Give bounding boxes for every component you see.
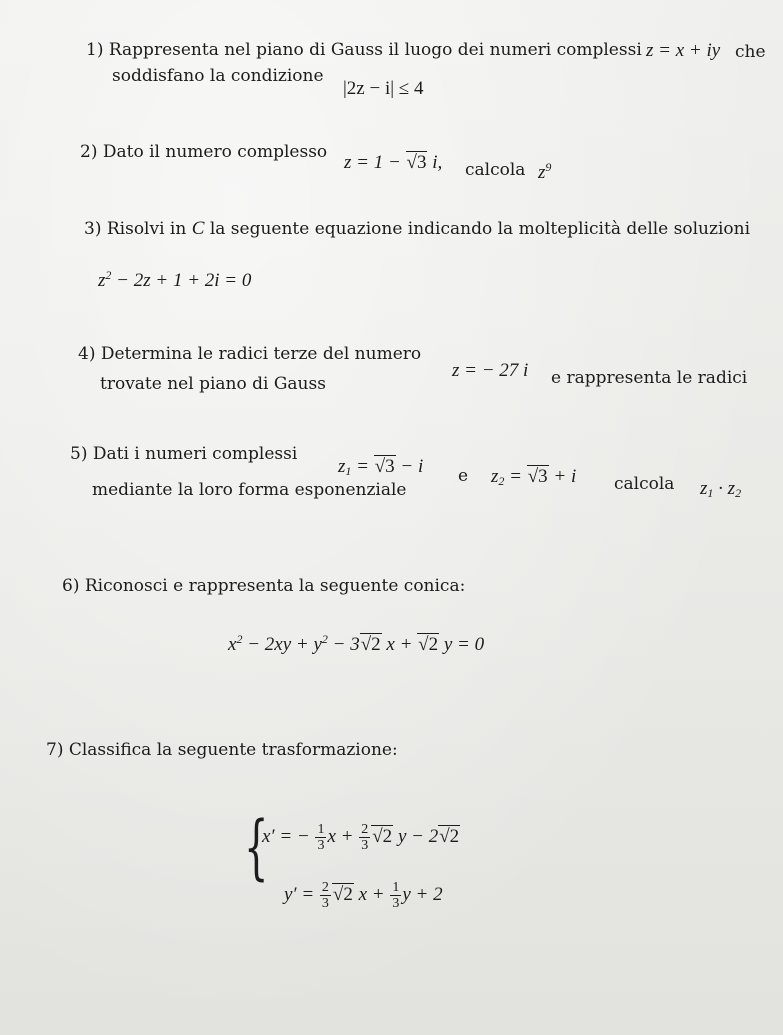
- exercise-1-text: 1) Rappresenta nel piano di Gauss il luogo dei numeri complessi: [86, 40, 642, 60]
- conic-sqrt-1-value: √2: [360, 634, 381, 655]
- row-2-fraction-2: [390, 880, 401, 911]
- z1-sqrt: [374, 456, 396, 477]
- exercise-1-line-2: soddisfano la condizione: [112, 66, 324, 86]
- power-base: z: [538, 162, 546, 183]
- row-1-f2-den: 3: [361, 838, 369, 853]
- conic-x-exp: 2: [236, 632, 243, 646]
- exercise-3-suffix: la seguente equazione indicando la molteplicità delle soluzioni: [209, 219, 751, 239]
- exercise-1-variable: z = x + iy: [646, 40, 721, 61]
- conic-term-2: x +: [381, 634, 418, 655]
- row-1-f2-num: 2: [361, 822, 369, 837]
- product-b: z: [727, 478, 736, 499]
- power-exponent: 9: [545, 160, 552, 174]
- exercise-1-line-1: [86, 40, 642, 60]
- exercise-4-line-1: 4) Determina le radici terze del numero: [78, 344, 422, 364]
- row-2-f2-num: 1: [392, 880, 400, 895]
- row-2-f1-num: 2: [321, 880, 329, 895]
- exercise-4-number: z = − 27 i: [452, 360, 529, 381]
- row-2-sqrt-1-value: √2: [332, 883, 353, 905]
- exercise-6-equation: [228, 632, 484, 656]
- exercise-4-tail: e rappresenta le radici: [551, 368, 748, 388]
- z2-sqrt: [527, 466, 549, 487]
- row-1-sqrt-2: [438, 826, 460, 847]
- conic-sqrt-2-value: √2: [418, 634, 439, 655]
- z2-eq: =: [504, 466, 527, 487]
- complex-set-symbol: C: [191, 218, 205, 239]
- eq-rest: − 2z + 1 + 2i = 0: [111, 270, 252, 291]
- number-part-a: z = 1 −: [344, 152, 406, 173]
- row-1-fraction-2: [359, 822, 370, 853]
- exercise-5-calc: calcola: [614, 474, 675, 494]
- product-a-sub: 1: [707, 486, 714, 500]
- z1-sqrt-value: √3: [374, 456, 395, 477]
- z1-sub: 1: [345, 464, 352, 478]
- exercise-2-number: [344, 152, 442, 174]
- exercise-3-equation: [98, 268, 251, 292]
- product-dot: ·: [713, 478, 728, 499]
- eq-base: z: [98, 270, 106, 291]
- exercise-6-text: 6) Riconosci e rappresenta la seguente conica:: [62, 576, 466, 596]
- row-2-sqrt-1: [332, 884, 354, 905]
- sqrt-3: [406, 152, 428, 173]
- condition-formula: |2z − i| ≤ 4: [343, 78, 424, 99]
- row-2-f2-den: 3: [392, 896, 400, 911]
- row-2-term-2: y + 2: [402, 883, 443, 905]
- exercise-5-line-1: 5) Dati i numeri complessi: [70, 444, 298, 464]
- system-row-2: [284, 880, 443, 911]
- z1-rest: − i: [395, 456, 424, 477]
- z2-base: z: [491, 466, 499, 487]
- conic-x: x: [228, 634, 237, 655]
- exercise-7-text: 7) Classifica la seguente trasformazione:: [46, 740, 398, 760]
- system-brace: {: [244, 806, 269, 888]
- exercise-1-tail: che: [735, 42, 766, 62]
- exercise-2-power: [538, 160, 551, 184]
- exercise-4-line-2: trovate nel piano di Gauss: [100, 374, 326, 394]
- conic-sqrt-2: [417, 634, 439, 655]
- system-row-1: [262, 822, 460, 853]
- row-1-term-2: y − 2: [393, 825, 439, 847]
- z1-eq: =: [351, 456, 374, 477]
- exercise-5-z2: [491, 466, 576, 489]
- row-1-f1-den: 3: [317, 838, 325, 853]
- exercise-3-prefix: 3) Risolvi in: [84, 219, 187, 239]
- product-a: z: [700, 478, 708, 499]
- conic-sqrt-1: [360, 634, 382, 655]
- row-2-f1-den: 3: [321, 896, 329, 911]
- exercise-5-line-2: mediante la loro forma esponenziale: [92, 480, 407, 500]
- exercise-5-z1: [338, 456, 423, 479]
- row-2-fraction-1: [320, 880, 331, 911]
- z2-sub: 2: [498, 474, 505, 488]
- row-1-sqrt-1-value: √2: [372, 825, 393, 847]
- exercise-5-product: [700, 478, 741, 501]
- conic-term-1: − 3: [327, 634, 360, 655]
- row-1-f1-num: 1: [317, 822, 325, 837]
- exercise-2-calc: calcola: [465, 160, 526, 180]
- row-1-lhs: x′ = −: [262, 825, 310, 847]
- row-1-fraction-1: [315, 822, 326, 853]
- conic-y-exp: 2: [321, 632, 328, 646]
- row-1-sqrt-1: [371, 826, 393, 847]
- exercise-2-text: 2) Dato il numero complesso: [80, 142, 328, 162]
- z2-sqrt-value: √3: [527, 466, 548, 487]
- row-2-term-1: x +: [353, 883, 385, 905]
- product-b-sub: 2: [735, 486, 742, 500]
- z2-rest: + i: [548, 466, 577, 487]
- z1-base: z: [338, 456, 346, 477]
- row-1-sqrt-2-value: √2: [439, 825, 460, 847]
- exercise-3-text: [84, 218, 750, 240]
- exercise-5-conjunction: e: [458, 466, 469, 486]
- sqrt-value: √3: [406, 152, 427, 173]
- eq-exponent: 2: [105, 268, 112, 282]
- conic-term-3: y = 0: [439, 634, 485, 655]
- exercise-1-condition: [343, 78, 423, 100]
- number-part-b: i,: [432, 152, 443, 173]
- row-2-lhs: y′ =: [284, 883, 315, 905]
- conic-mid: − 2xy + y: [242, 634, 322, 655]
- row-1-term-1: x +: [327, 825, 354, 847]
